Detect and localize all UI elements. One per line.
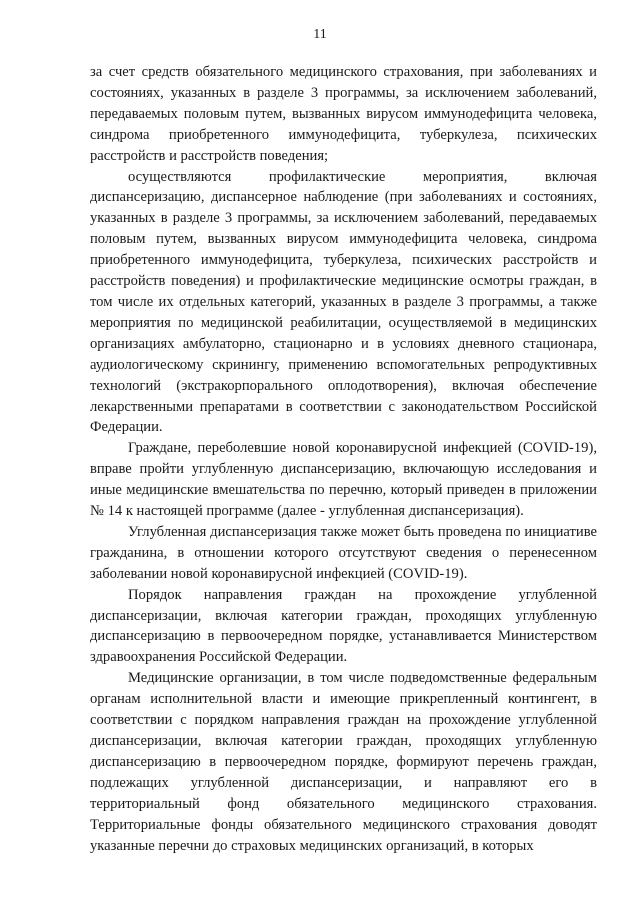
paragraph-covid-recovered: Граждане, переболевшие новой коронавирусной инфекцией (COVID-19), вправе пройти углубленную диспансеризацию, включающую исследования и иные медицинские вмешательства по перечню, который приведен в приложении № 14 к настоящей программе (далее - углубленная диспансеризация). — [90, 440, 597, 520]
paragraph-referral-procedure: Порядок направления граждан на прохождение углубленной диспансеризации, включая категории граждан, проходящих углубленную диспансеризацию в первоочередном порядке, устанавливается Министерством здравоохранения Российской Федерации. — [90, 586, 597, 666]
paragraph-continuation: за счет средств обязательного медицинского страхования, при заболеваниях и состояниях, указанных в разделе 3 программы, за исключением заболеваний, передаваемых половым путем, вызванных вирусом иммунодефицита человека, синдрома приобретенного иммунодефицита, туберкулеза, психических расстройств и расстройств поведения; — [90, 64, 597, 164]
document-body — [90, 62, 597, 856]
paragraph-citizen-initiative: Углубленная диспансеризация также может быть проведена по инициативе гражданина, в отношении которого отсутствуют сведения о перенесенном заболевании новой коронавирусной инфекцией (COVID-19). — [90, 523, 597, 582]
paragraph-medical-organizations: Медицинские организации, в том числе подведомственные федеральным органам исполнительной власти и имеющие прикрепленный контингент, в соответствии с порядком направления граждан на прохождение углубленной диспансеризации, включая категории граждан, проходящих углубленную диспансеризацию в первоочередном порядке, формируют перечень граждан, подлежащих углубленной диспансеризации, и направляют его в территориальный фонд обязательного медицинского страхования. Территориальные фонды обязательного медицинского страхования доводят указанные перечни до страховых медицинских организаций, в которых — [90, 670, 597, 854]
page-number: 11 — [313, 27, 327, 42]
paragraph-preventive-measures: осуществляются профилактические мероприятия, включая диспансеризацию, диспансерное наблюдение (при заболеваниях и состояниях, указанных в разделе 3 программы, за исключением заболеваний, передаваемых половым путем, вызванных вирусом иммунодефицита человека, синдрома приобретенного иммунодефицита, туберкулеза, психических расстройств и расстройств поведения) и профилактические медицинские осмотры граждан, в том числе их отдельных категорий, указанных в разделе 3 программы, а также мероприятия по медицинской реабилитации, осуществляемой в медицинских организациях амбулаторно, стационарно и в условиях дневного стационара, аудиологическому скринингу, применению вспомогательных репродуктивных технологий (экстракорпорального оплодотворения), включая обеспечение лекарственными препаратами в соответствии с законодательством Российской Федерации. — [90, 168, 597, 436]
